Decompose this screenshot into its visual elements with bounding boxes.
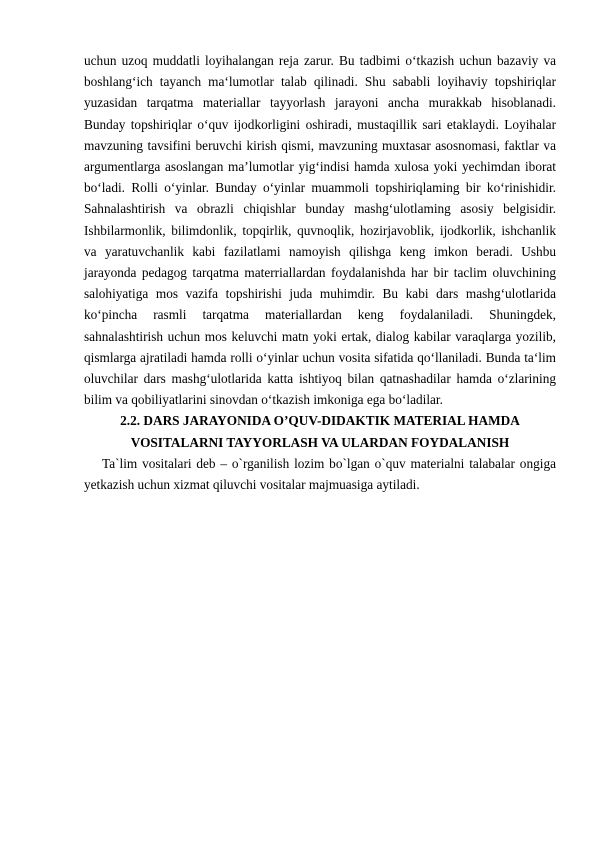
- body-paragraph: uchun uzoq muddatli loyihalangan reja zarur. Bu tadbimi o‘tkazish uchun bazaviy va boshlang‘ich tayanch ma‘lumotlar talab qilinadi. Shu sababli loyihaviy topshiriqlar yuzasidan tarqatma materiallar tayyorlash jarayoni ancha murakkab hisoblanadi. Bunday topshiriqlar o‘quv ijodkorligini oshiradi, mustaqillik sari etaklaydi. Loyihalar mavzuning tavsifini beruvchi kirish qismi, mavzuning muxtasar asosnomasi, faktlar va argumentlarga asoslangan ma’lumotlar yig‘indisi hamda xulosa yoki yechimdan iborat bo‘ladi. Rolli o‘yinlar. Bunday o‘yinlar muammoli topshiriqlaming bir ko‘rinishidir. Sahnalashtirish va obrazli chiqishlar bunday mashg‘ulotlaming asosiy belgisidir. Ishbilarmonlik, bilimdonlik, topqirlik, quvnoqlik, hozirjavoblik, ijodkorlik, ishchanlik va yaratuvchanlik kabi fazilatlami namoyish qilishga keng imkon beradi. Ushbu jarayonda pedagog tarqatma materriallardan foydalanishda har bir taclim oluvchining salohiyatiga mos vazifa topshirishi juda muhimdir. Bu kabi dars mashg‘ulotlarida ko‘pincha rasmli tarqatma materiallardan keng foydalaniladi. Shuningdek, sahnalashtirish uchun mos keluvchi matn yoki ertak, dialog kabilar varaqlarga yozilib, qismlarga ajratiladi hamda rolli o‘yinlar uchun vosita sifatida qo‘llaniladi. Bunda ta‘lim oluvchilar dars mashg‘ulotlarida katta ishtiyoq bilan qatnashadilar hamda o‘zlarining bilim va qobiliyatlarini sinovdan o‘tkazish imkoniga ega bo‘ladilar.: [84, 53, 556, 408]
- body-paragraph-2: Ta`lim vositalari deb – o`rganilish lozim bo`lgan o`quv materialni talabalar ongiga yetkazish uchun xizmat qiluvchi vositalar majmuasiga aytiladi.: [84, 455, 556, 493]
- document-body: [84, 50, 556, 495]
- section-heading-line-2: VOSITALARNI TAYYORLASH VA ULARDAN FOYDALANISH: [130, 434, 510, 450]
- section-heading-line-1: 2.2. DARS JARAYONIDA O’QUV-DIDAKTIK MATERIAL HAMDA: [120, 413, 520, 429]
